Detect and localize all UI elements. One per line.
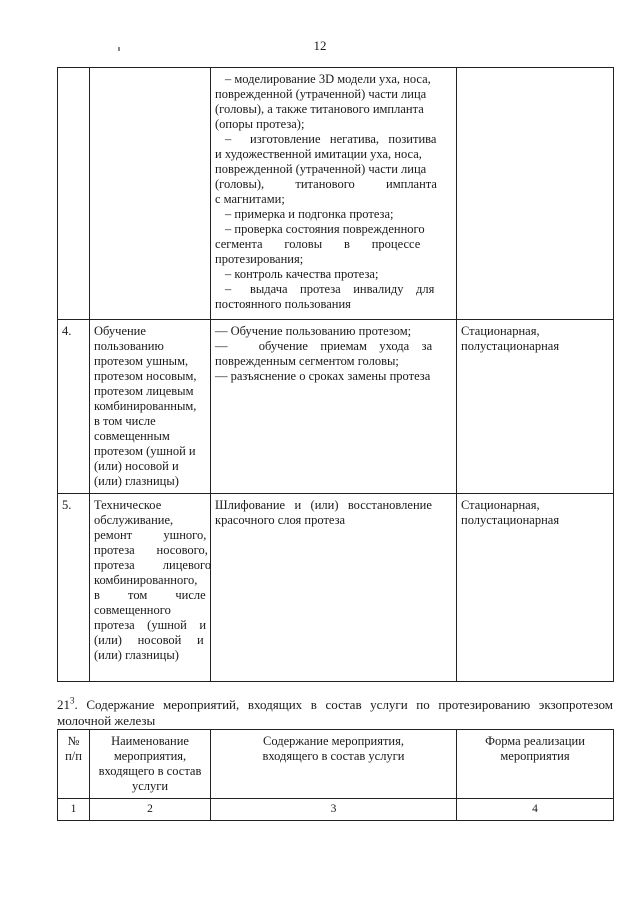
- name-line: протезом лицевым: [94, 384, 194, 398]
- content-line: – проверка состояния поврежденного: [225, 222, 425, 236]
- form-cell: [457, 68, 614, 320]
- activities-table: [57, 67, 614, 682]
- form-line: Стационарная,: [461, 498, 540, 512]
- form-cell: [457, 320, 614, 494]
- content-line: – контроль качества протеза;: [225, 267, 379, 281]
- content-line: сегмента головы в процессе: [215, 237, 421, 251]
- name-line: протезом ушным,: [94, 354, 189, 368]
- column-number: 4: [457, 799, 614, 821]
- content-line: поврежденной (утраченной) части лица: [215, 162, 427, 176]
- form-cell: [457, 494, 614, 682]
- activity-name-cell: [90, 320, 211, 494]
- content-line: красочного слоя протеза: [215, 513, 346, 527]
- content-line: с магнитами;: [215, 192, 285, 206]
- content-line: поврежденным сегментом головы;: [215, 354, 399, 368]
- content-line: (головы), титанового импланта: [215, 177, 437, 191]
- activity-content-cell: [211, 494, 457, 682]
- row-number-cell: 5.: [58, 494, 90, 682]
- form-line: Стационарная,: [461, 324, 540, 338]
- column-number: 3: [211, 799, 457, 821]
- section-title-continuation: молочной железы: [57, 713, 156, 728]
- content-line: Шлифование и (или) восстановление: [215, 498, 432, 512]
- name-line: протезом (ушной и: [94, 444, 196, 458]
- content-line: поврежденной (утраченной) части лица: [215, 87, 427, 101]
- activity-name-cell: [90, 494, 211, 682]
- section-heading-line: [57, 697, 613, 713]
- activity-content-cell: [211, 320, 457, 494]
- name-line: пользованию: [94, 339, 164, 353]
- name-line: в том числе: [94, 414, 156, 428]
- section-heading: [57, 697, 613, 729]
- row-number-cell: [58, 68, 90, 320]
- content-line: — разъяснение о сроках замены протеза: [215, 369, 431, 383]
- section-title: . Содержание мероприятий, входящих в состав услуги по протезированию экзопротезом: [74, 697, 613, 712]
- name-line: протезом носовым,: [94, 369, 197, 383]
- name-line: совмещенного: [94, 603, 171, 617]
- content-line: (головы), а также титанового импланта: [215, 102, 424, 116]
- section-superscript: 3: [70, 695, 75, 706]
- content-line: постоянного пользования: [215, 297, 351, 311]
- name-line: (или) глазницы): [94, 474, 179, 488]
- name-line: (или) носовой и: [94, 459, 179, 473]
- column-number-row: [58, 799, 614, 821]
- content-line: – изготовление негатива, позитива: [225, 132, 437, 146]
- header-number: № п/п: [58, 730, 90, 799]
- breast-prosthesis-table: [57, 729, 614, 821]
- row-number-cell: 4.: [58, 320, 90, 494]
- name-line: протеза (ушной и: [94, 618, 207, 632]
- activity-name-cell: [90, 68, 211, 320]
- name-line: комбинированного,: [94, 573, 198, 587]
- page-number: 12: [313, 38, 327, 53]
- activity-content-cell: [211, 68, 457, 320]
- name-line: протеза лицевого: [94, 558, 212, 572]
- content-line: — Обучение пользованию протезом;: [215, 324, 412, 338]
- content-line: – выдача протеза инвалиду для: [225, 282, 435, 296]
- name-line: совмещенным: [94, 429, 170, 443]
- content-line: – моделирование 3D модели уха, носа,: [225, 72, 431, 86]
- header-row: [58, 730, 614, 799]
- content-line: – примерка и подгонка протеза;: [225, 207, 394, 221]
- name-line: Техническое: [94, 498, 162, 512]
- column-number: 1: [58, 799, 90, 821]
- section-number: 21: [57, 697, 70, 712]
- name-line: протеза носового,: [94, 543, 208, 557]
- content-line: — обучение приемам ухода за: [215, 339, 433, 353]
- name-line: Обучение: [94, 324, 146, 338]
- table-row: [58, 320, 614, 494]
- column-number: 2: [90, 799, 211, 821]
- header-activity-name: Наименование мероприятия, входящего в состав услуги: [90, 730, 211, 799]
- content-line: (опоры протеза);: [215, 117, 305, 131]
- form-line: полустационарная: [461, 339, 560, 353]
- header-activity-content: Содержание мероприятия, входящего в состав услуги: [211, 730, 457, 799]
- name-line: (или) глазницы): [94, 648, 179, 662]
- header-form: Форма реализации мероприятия: [457, 730, 614, 799]
- table-row: [58, 494, 614, 682]
- content-line: и художественной имитации уха, носа,: [215, 147, 422, 161]
- name-line: (или) носовой и: [94, 633, 204, 647]
- form-line: полустационарная: [461, 513, 560, 527]
- name-line: комбинированным,: [94, 399, 197, 413]
- name-line: обслуживание,: [94, 513, 174, 527]
- table-row: [58, 68, 614, 320]
- name-line: в том числе: [94, 588, 206, 602]
- name-line: ремонт ушного,: [94, 528, 207, 542]
- content-line: протезирования;: [215, 252, 304, 266]
